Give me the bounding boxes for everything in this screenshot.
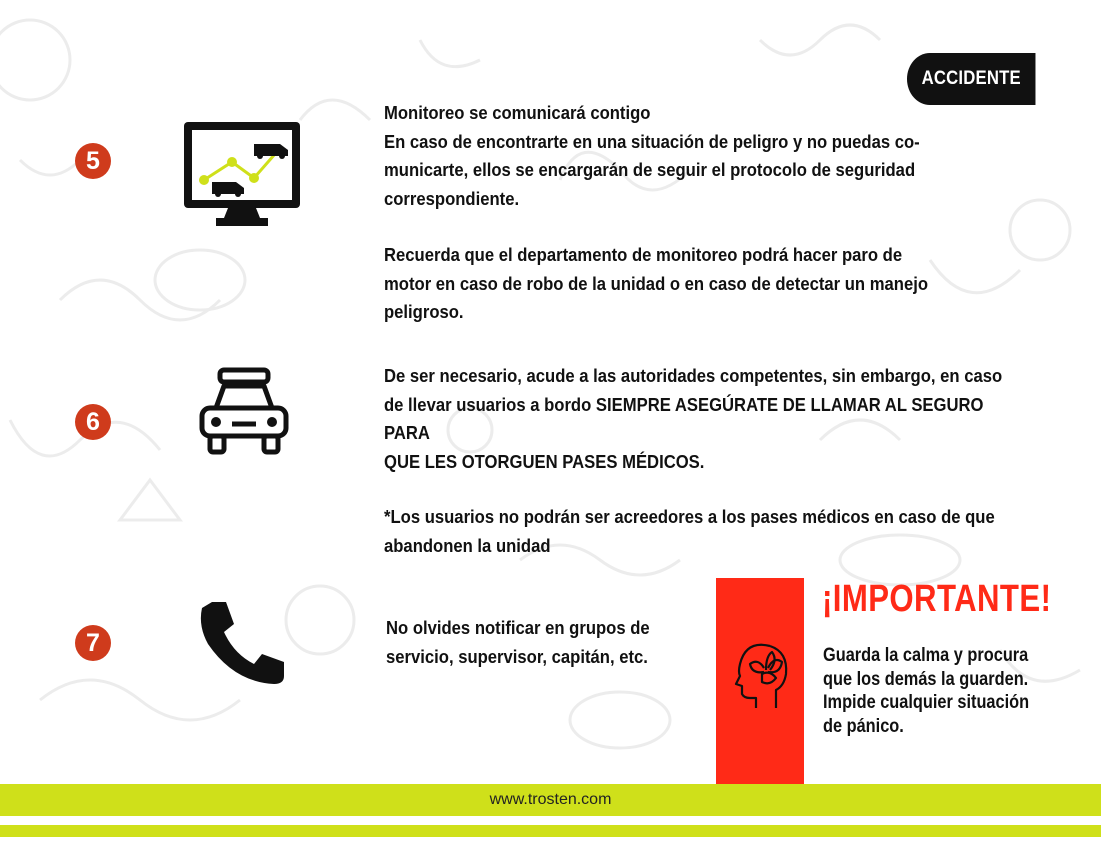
step-5-line: municarte, ellos se encargarán de seguir el protocolo de seguridad xyxy=(384,159,916,180)
important-line: Guarda la calma y procura xyxy=(823,645,1029,666)
important-text xyxy=(823,644,1081,738)
step-6-line: QUE LES OTORGUEN PASES MÉDICOS. xyxy=(384,450,705,472)
step-7-line: servicio, supervisor, capitán, etc. xyxy=(386,645,648,667)
step-5-line: Recuerda que el departamento de monitoreo podrá hacer paro de xyxy=(384,244,903,265)
step-5-line: motor en caso de robo de la unidad o en caso de detectar un manejo xyxy=(384,272,929,294)
important-title: ¡IMPORTANTE! xyxy=(822,578,1052,620)
important-line: de pánico. xyxy=(823,715,904,737)
step-6-text xyxy=(384,362,1029,560)
step-6-note: abandonen la unidad xyxy=(384,534,551,556)
step-6-note: *Los usuarios no podrán ser acreedores a los pases médicos en caso de que xyxy=(384,506,995,527)
footer-stripe xyxy=(0,825,1101,837)
step-6-line: De ser necesario, acude a las autoridades competentes, sin embargo, en caso xyxy=(384,365,1003,386)
step-number-7: 7 xyxy=(75,625,111,661)
step-number-5: 5 xyxy=(75,143,111,179)
section-badge: ACCIDENTE xyxy=(907,53,1035,105)
step-7-text xyxy=(386,614,650,671)
footer-url[interactable]: www.trosten.com xyxy=(489,791,612,808)
step-number-6: 6 xyxy=(75,404,111,440)
monitor-chart-icon xyxy=(182,120,304,233)
step-5-heading: Monitoreo se comunicará contigo xyxy=(384,102,651,123)
important-line: que los demás la guarden. xyxy=(823,668,1029,690)
step-6-line: de llevar usuarios a bordo SIEMPRE ASEGÚRATE DE LLAMAR AL SEGURO PARA xyxy=(384,393,984,443)
car-icon xyxy=(198,366,290,463)
phone-icon xyxy=(198,600,284,691)
step-7-line: No olvides notificar en grupos de xyxy=(386,617,650,638)
important-line: Impide cualquier situación xyxy=(823,692,1030,713)
step-5-line: peligroso. xyxy=(384,301,464,322)
important-panel xyxy=(716,578,804,784)
step-5-text xyxy=(384,99,928,327)
step-5-line: En caso de encontrarte en una situación de peligro y no puedas co- xyxy=(384,130,920,152)
calm-head-lotus-icon xyxy=(734,640,792,713)
step-5-line: correspondiente. xyxy=(384,187,520,209)
